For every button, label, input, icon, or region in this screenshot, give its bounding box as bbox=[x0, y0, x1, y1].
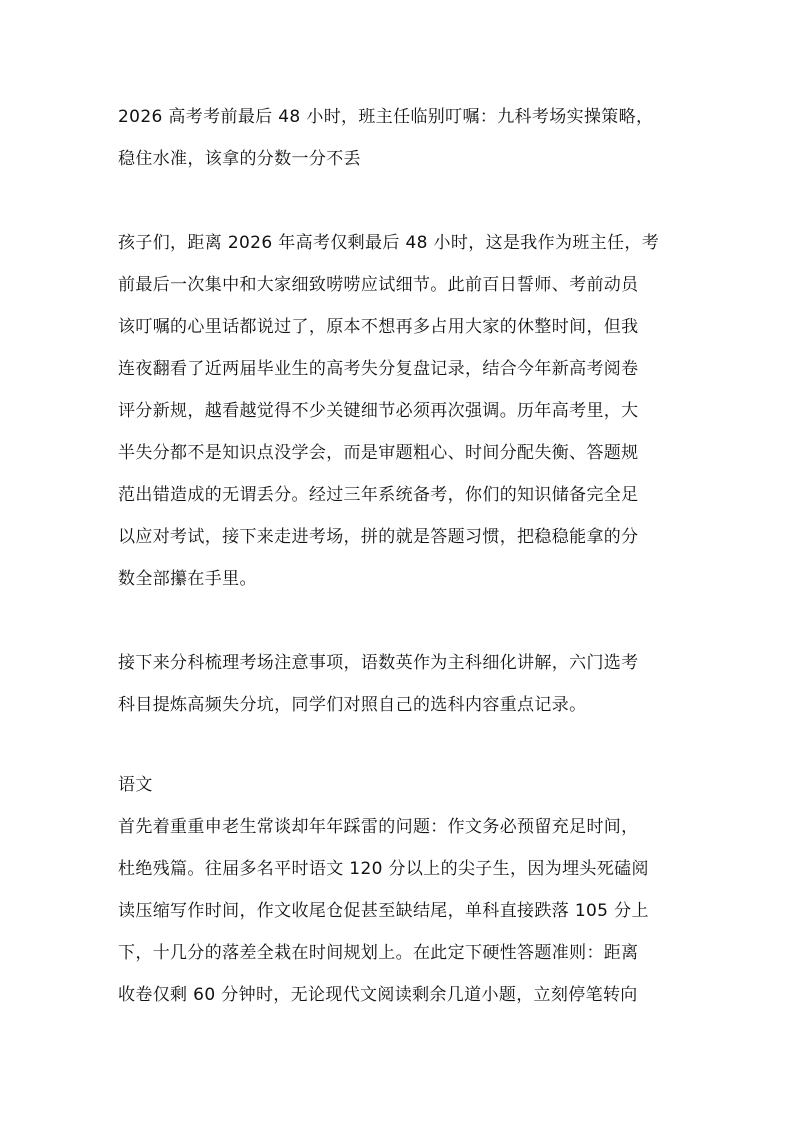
title-line-2: 稳住水准，该拿的分数一分不丢 bbox=[118, 149, 361, 169]
paragraph3-line-3: 读压缩写作时间，作文收尾仓促甚至缺结尾，单科直接跌落 105 分上 bbox=[118, 901, 649, 921]
paragraph3-line-1: 首先着重重申老生常谈却年年踩雷的问题：作文务必预留充足时间， bbox=[118, 817, 639, 837]
paragraph1-line-6: 半失分都不是知识点没学会，而是审题粗心、时间分配失衡、答题规 bbox=[118, 443, 639, 463]
paragraph1-line-5: 评分新规，越看越觉得不少关键细节必须再次强调。历年高考里，大 bbox=[118, 401, 639, 421]
title-line-1: 2026 高考考前最后 48 小时，班主任临别叮嘱：九科考场实操策略， bbox=[118, 107, 654, 127]
paragraph1-line-3: 该叮嘱的心里话都说过了，原本不想再多占用大家的休整时间，但我 bbox=[118, 317, 639, 337]
paragraph2-line-2: 科目提炼高频失分坑，同学们对照自己的选科内容重点记录。 bbox=[118, 695, 587, 715]
paragraph1-line-9: 数全部攥在手里。 bbox=[118, 569, 257, 589]
paragraph1-line-8: 以应对考试，接下来走进考场，拼的就是答题习惯，把稳稳能拿的分 bbox=[118, 527, 639, 547]
paragraph3-line-2: 杜绝残篇。往届多名平时语文 120 分以上的尖子生，因为埋头死磕阅 bbox=[118, 859, 649, 879]
paragraph1-line-7: 范出错造成的无谓丢分。经过三年系统备考，你们的知识储备完全足 bbox=[118, 485, 639, 505]
paragraph2-line-1: 接下来分科梳理考场注意事项，语数英作为主科细化讲解，六门选考 bbox=[118, 653, 639, 673]
paragraph3-line-4: 下，十几分的落差全栽在时间规划上。在此定下硬性答题准则：距离 bbox=[118, 943, 639, 963]
section-heading: 语文 bbox=[118, 775, 153, 795]
paragraph1-line-4: 连夜翻看了近两届毕业生的高考失分复盘记录，结合今年新高考阅卷 bbox=[118, 359, 639, 379]
paragraph1-line-1: 孩子们，距离 2026 年高考仅剩最后 48 小时，这是我作为班主任，考 bbox=[118, 233, 660, 253]
paragraph3-line-5: 收卷仅剩 60 分钟时，无论现代文阅读剩余几道小题，立刻停笔转向 bbox=[118, 985, 638, 1005]
paragraph1-line-2: 前最后一次集中和大家细致唠唠应试细节。此前百日誓师、考前动员 bbox=[118, 275, 639, 295]
